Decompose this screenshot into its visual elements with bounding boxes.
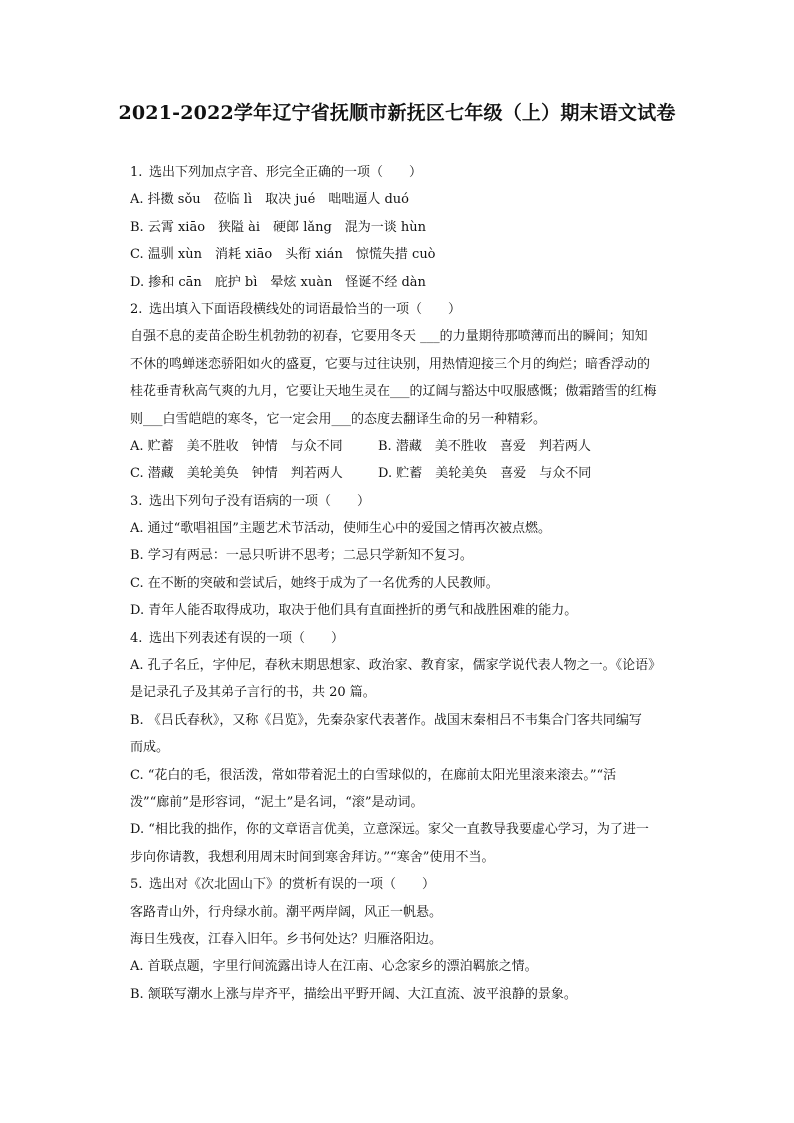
question-5-stem: [130, 871, 680, 898]
q4-option-c: C. “花白的毛，很活泼，常如带着泥土的白雪球似的，在廊前太阳光里滚来滚去。”“活: [130, 767, 617, 783]
q5-option-b: B. 颔联写潮水上涨与岸齐平，描绘出平野开阔、大江直流、波平浪静的景象。: [130, 986, 577, 1002]
question-text: 选出对《次北固山下》的赏析有误的一项（ ）: [149, 877, 436, 893]
question-number: 1.: [130, 165, 143, 180]
q1-option-d: D. 掺和 cān 庇护 bì 晕炫 xuàn 怪诞不经 dàn: [130, 274, 426, 290]
q1-option-b: B. 云霄 xiāo 狭隘 ài 硬郎 lǎng 混为一谈 hùn: [130, 219, 427, 235]
q2-option-c: C. 潜藏 美轮美奂 钟情 判若两人: [130, 466, 343, 482]
question-text: 选出填入下面语段横线处的词语最恰当的一项（ ）: [149, 301, 462, 317]
q3-option-c: C. 在不断的突破和尝试后，她终于成为了一名优秀的人民教师。: [130, 575, 499, 591]
question-text: 选出下列表述有误的一项（ ）: [149, 630, 345, 646]
q5-poem-line: 客路青山外，行舟绿水前。潮平两岸阔，风正一帆悬。: [130, 904, 443, 920]
q4-option-d-cont: 步向你请教，我想利用周末时间到寒舍拜访。”“寒舍”使用不当。: [130, 849, 495, 865]
q2-options-ab: [130, 433, 680, 460]
q4-option-b: B. 《吕氏春秋》，又称《吕览》，先秦杂家代表著作。战国末秦相吕不韦集合门客共同编写: [130, 712, 642, 728]
q4-option-a-cont: 是记录孔子及其弟子言行的书，共 20 篇。: [130, 685, 376, 701]
exam-content: [130, 159, 680, 1008]
question-text: 选出下列加点字音、形完全正确的一项（ ）: [149, 165, 423, 180]
q2-option-a: A. 贮蓄 美不胜收 钟情 与众不同: [130, 438, 343, 454]
q1-option-c: C. 温驯 xùn 消耗 xiāo 头衔 xián 惊慌失措 cuò: [130, 247, 436, 263]
q4-option-a: A. 孔子名丘，字仲尼，春秋末期思想家、政治家、教育家，儒家学说代表人物之一。《论语》: [130, 658, 662, 674]
question-number: 2.: [130, 301, 143, 317]
q2-option-b: B. 潜藏 美不胜收 喜爱 判若两人: [378, 438, 591, 454]
question-3-stem: [130, 488, 680, 515]
q1-option-a: A. 抖擞 sǒu 莅临 lì 取决 jué 咄咄逼人 duó: [130, 192, 409, 208]
q5-poem-line: 海日生残夜，江春入旧年。乡书何处达？归雁洛阳边。: [130, 931, 443, 947]
q5-option-a: A. 首联点题，字里行间流露出诗人在江南、心念家乡的漂泊羁旅之情。: [130, 959, 538, 975]
q4-option-d: D. “相比我的拙作，你的文章语言优美，立意深远。家父一直教导我要虚心学习，为了进一: [130, 822, 649, 838]
exam-title: 2021-2022学年辽宁省抚顺市新抚区七年级（上）期末语文试卷: [118, 102, 676, 124]
q2-passage-line: 则___白雪皑皑的寒冬，它一定会用___的态度去翻译生命的另一种精彩。: [130, 411, 547, 427]
q2-passage-line: 不休的鸣蝉迷恋骄阳如火的盛夏，它要与过往诀别，用热情迎接三个月的绚烂；暗香浮动的: [130, 356, 651, 372]
question-number: 3.: [130, 493, 143, 509]
q2-passage-line: 自强不息的麦苗企盼生机勃勃的初春，它要用冬天 ___的力量期待那喷薄而出的瞬间；知知: [130, 329, 648, 345]
question-text: 选出下列句子没有语病的一项（ ）: [149, 493, 371, 509]
question-1-stem: [130, 159, 680, 186]
q2-passage-line: 桂花垂青秋高气爽的九月，它要让天地生灵在___的辽阔与豁达中叹服感慨；傲霜踏雪的红梅: [130, 384, 657, 400]
q2-options-cd: [130, 460, 680, 487]
question-number: 5.: [130, 877, 143, 893]
q4-option-c-cont: 泼”“廊前”是形容词，“泥土”是名词，“滚”是动词。: [130, 794, 424, 810]
q3-option-b: B. 学习有两忌：一忌只听讲不思考；二忌只学新知不复习。: [130, 548, 473, 564]
question-4-stem: [130, 625, 680, 652]
q2-option-d: D. 贮蓄 美轮美奂 喜爱 与众不同: [378, 466, 592, 482]
q3-option-d: D. 青年人能否取得成功，取决于他们具有直面挫折的勇气和战胜困难的能力。: [130, 603, 578, 619]
q3-option-a: A. 通过“歌唱祖国”主题艺术节活动，使师生心中的爱国之情再次被点燃。: [130, 521, 551, 537]
question-2-stem: [130, 296, 680, 323]
q4-option-b-cont: 而成。: [130, 740, 170, 756]
question-number: 4.: [130, 630, 143, 646]
